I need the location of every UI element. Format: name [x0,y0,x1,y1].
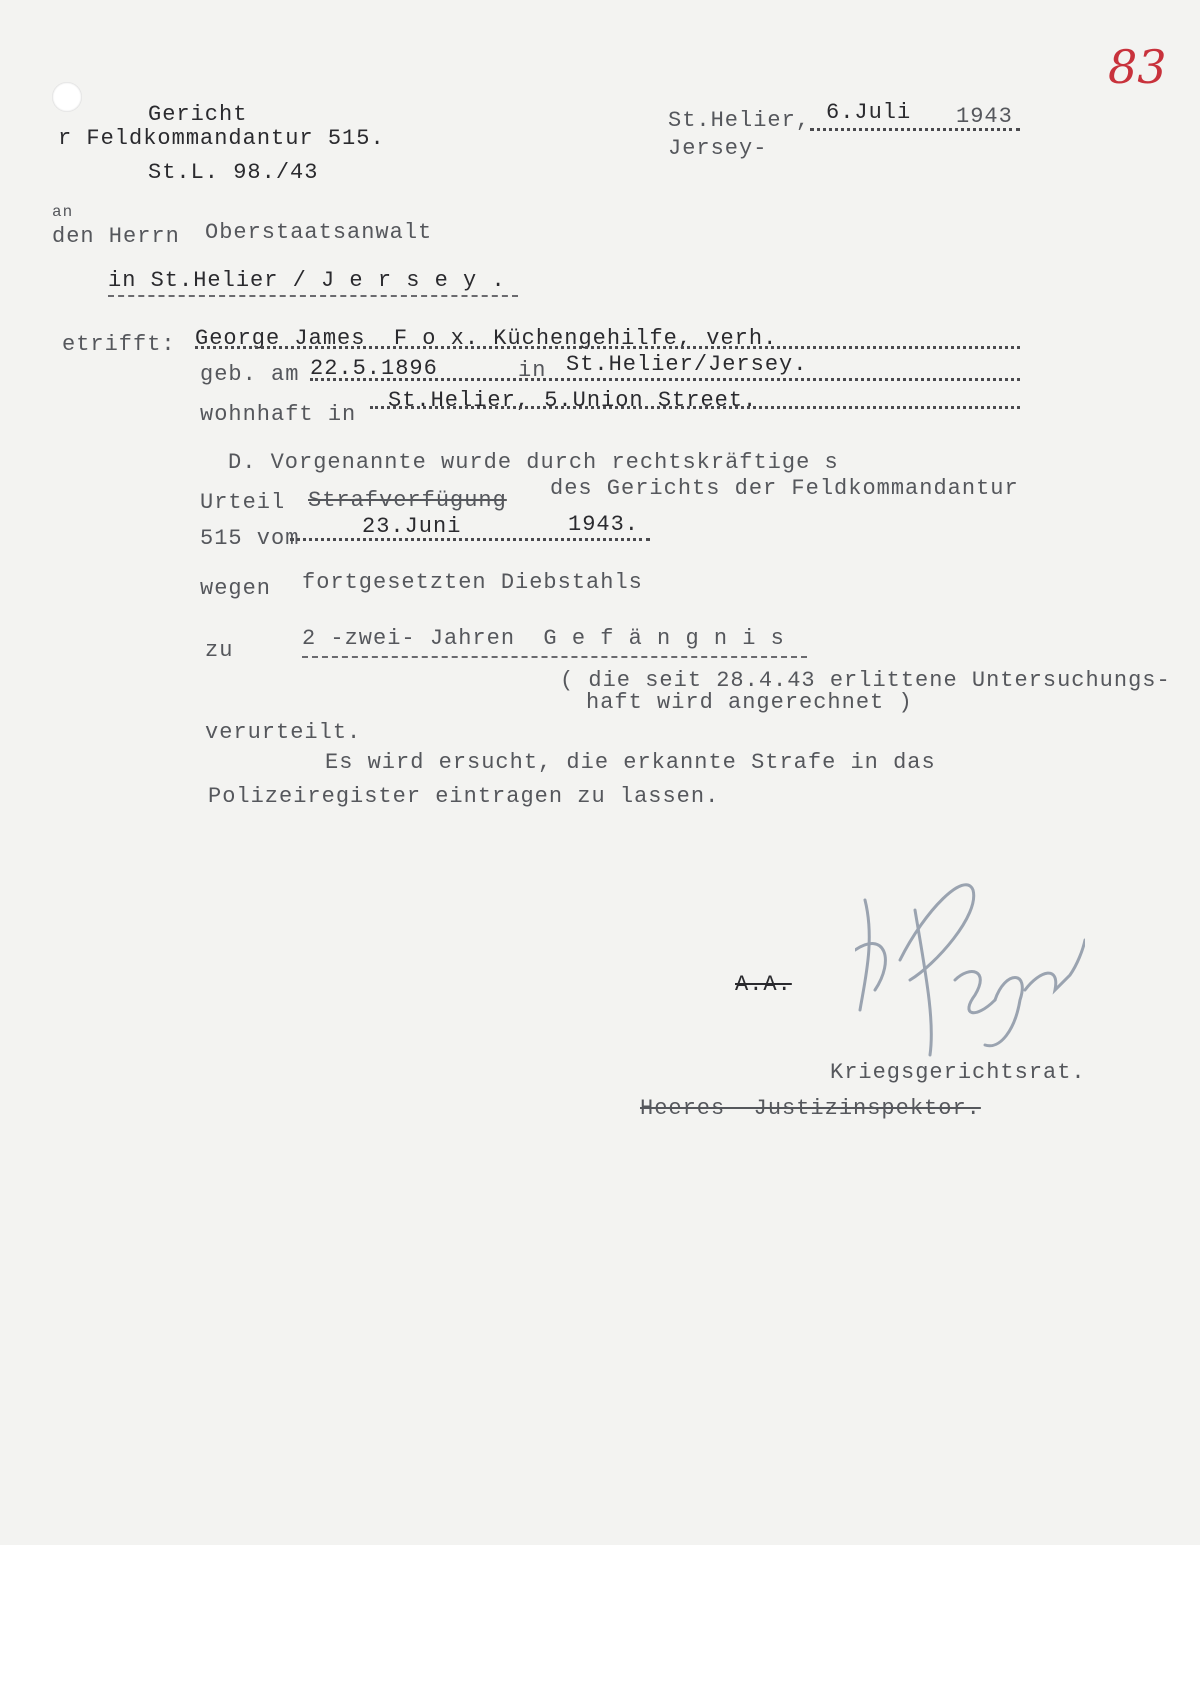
body-request-2: Polizeiregister eintragen zu lassen. [208,784,720,809]
place-date-label: St.Helier, [668,108,811,133]
body-line-3-prefix: 515 vom [200,526,300,551]
date-year: 1943 [956,104,1013,129]
body-line-1: D. Vorgenannte wurde durch rechtskräftige s [228,450,839,475]
body-verurteilt: verurteilt. [205,720,362,745]
body-request-1: Es wird ersucht, die erkannte Strafe in das [325,750,936,775]
addressee-prefix-2: den Herrn [52,224,180,249]
body-struck-word: Strafverfügung [308,488,507,513]
body-year: 1943. [568,512,640,537]
body-wegen: wegen [200,576,272,601]
subject-dots-3 [370,406,1020,409]
signature-struck-rank: Heeres- Justizinspektor. [640,1096,981,1121]
body-note-2: haft wird angerechnet ) [586,690,913,715]
region: Jersey- [668,136,768,161]
punch-hole [52,82,82,112]
body-zu: zu [205,638,234,663]
residence: St.Helier, 5.Union Street. [388,388,758,413]
sentence-underline [302,656,807,658]
addressee-underline [108,295,518,297]
subject-name-line: George James F o x. Küchengehilfe, verh. [195,326,778,351]
signature-rank: Kriegsgerichtsrat. [830,1060,1086,1085]
body-date: 23.Juni [362,514,462,539]
subject-label: etrifft: [62,332,176,357]
subject-dots-1 [195,346,1020,349]
body-line-2-rest: des Gerichts der Feldkommandantur [550,476,1019,501]
addressee-location: in St.Helier / J e r s e y . [108,268,506,293]
court-unit: r Feldkommandantur 515. [58,126,385,151]
body-urteil: Urteil [200,490,286,515]
body-offense: fortgesetzten Diebstahls [302,570,643,595]
date-filled: 6.Juli [826,100,912,125]
addressee-title: Oberstaatsanwalt [205,220,433,245]
born-place: St.Helier/Jersey. [566,352,808,377]
signature-aa: A.A. [735,972,792,997]
handwritten-signature [855,870,1085,1060]
page-number: 83 [1108,40,1167,94]
body-dots [290,538,650,541]
residence-label: wohnhaft in [200,402,357,427]
born-label: geb. am [200,362,300,387]
born-in: in [518,358,547,383]
born-date: 22.5.1896 [310,356,438,381]
subject-dots-2 [310,378,1020,381]
reference-number: St.L. 98./43 [148,160,319,185]
addressee-prefix-1: an [52,203,74,221]
body-sentence: 2 -zwei- Jahren G e f ä n g n i s [302,626,785,651]
body-note-1: ( die seit 28.4.43 erlittene Untersuchungs- [560,668,1171,693]
court-title: Gericht [148,102,248,127]
